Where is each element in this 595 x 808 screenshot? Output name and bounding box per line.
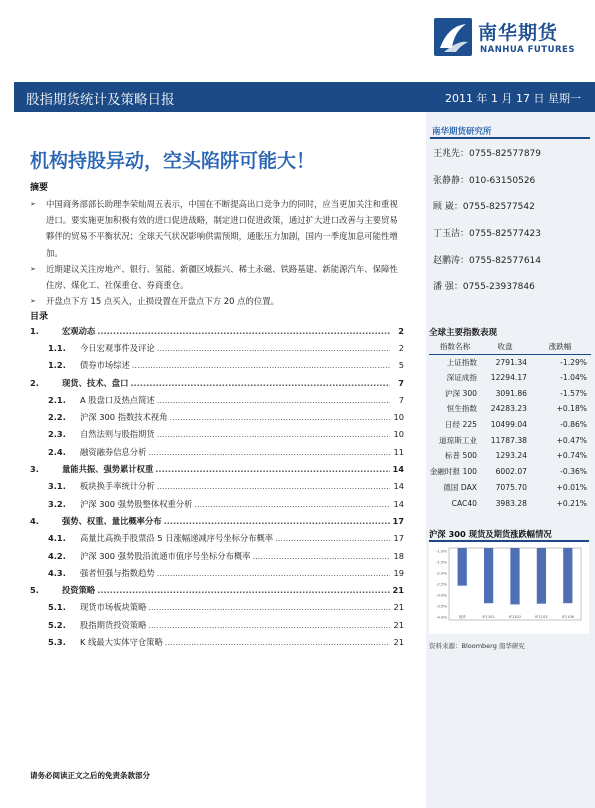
contact-phone: 0755-82577542 — [462, 202, 535, 213]
contact-name: 张静静 — [433, 175, 461, 186]
toc-label: 现货、技术、盘口 — [62, 377, 129, 388]
toc-leader — [148, 602, 390, 612]
toc-number: 5.3. — [48, 636, 66, 647]
toc-item[interactable] — [30, 426, 404, 443]
toc-leader — [157, 343, 390, 353]
toc-page: 21 — [393, 602, 404, 613]
table-row — [429, 370, 591, 386]
x-tick-label: IF1102 — [508, 615, 522, 619]
toc-page: 11 — [393, 446, 404, 457]
index-name: 沪深 300 — [444, 388, 477, 398]
toc-page: 7 — [398, 394, 404, 405]
index-change: +0.18% — [556, 404, 587, 414]
index-close: 12294.17 — [490, 373, 527, 383]
toc-number: 4.3. — [48, 567, 66, 578]
table-row — [429, 401, 591, 417]
table-row — [429, 480, 591, 496]
toc-leader — [97, 585, 390, 595]
index-change: -1.29% — [560, 357, 587, 367]
toc-item[interactable] — [30, 530, 404, 547]
toc-page: 2 — [398, 325, 404, 336]
index-change: -1.57% — [560, 388, 587, 398]
contact-phone: 010-63150526 — [469, 175, 536, 186]
toc-item[interactable] — [30, 374, 404, 391]
contact-item: 赵鹏涛：0755-82577614 — [433, 255, 541, 266]
y-tick-label: -1.5% — [435, 559, 447, 565]
x-tick-label: IF1103 — [535, 615, 548, 619]
y-tick-label: -2.0% — [435, 570, 447, 576]
toc-label: K 线最大实体守仓策略 — [80, 636, 163, 647]
contact-phone: 0755-23937846 — [462, 282, 535, 293]
toc-number: 5.1. — [48, 602, 66, 613]
report-date: 2011 年 1 月 17 日 星期一 — [445, 92, 581, 105]
toc-page: 19 — [393, 567, 404, 578]
chart-title: 沪深 300 现货及期货涨跌幅情况 — [429, 529, 552, 539]
toc-leader — [157, 568, 390, 578]
disclaimer-note: 请务必阅读正文之后的免责条款部分 — [30, 771, 150, 780]
chart-bar — [458, 548, 467, 586]
toc-label: 宏观动态 — [62, 325, 96, 336]
index-close: 1293.24 — [495, 451, 527, 461]
table-row — [429, 495, 591, 511]
toc-page: 5 — [398, 360, 404, 371]
y-tick-label: -2.5% — [435, 581, 447, 587]
index-change: +0.01% — [556, 482, 587, 492]
index-table-title: 全球主要指数表现 — [429, 328, 498, 338]
toc-page: 21 — [393, 636, 404, 647]
toc-number: 3.1. — [48, 481, 66, 492]
table-row — [429, 464, 591, 480]
toc-leader — [194, 499, 390, 509]
toc-number: 3.2. — [48, 498, 66, 509]
toc-label: 强者恒强与指数趋势 — [80, 567, 155, 578]
index-change: -0.86% — [560, 420, 587, 430]
index-name: 标普 500 — [444, 451, 477, 461]
toc-leader — [164, 516, 390, 526]
contact-phone: 0755-82577614 — [469, 255, 541, 266]
contact-phone: 0755-82577879 — [469, 149, 541, 159]
report-title: 股指期货统计及策略日报 — [26, 92, 175, 108]
logo-cn-text: 南华期货 — [478, 22, 559, 44]
toc-leader — [165, 637, 390, 647]
toc-number: 1.2. — [48, 360, 66, 371]
toc-number: 4. — [30, 515, 39, 526]
toc-page: 21 — [392, 585, 404, 596]
toc-leader — [252, 551, 390, 561]
x-tick-label: 现货 — [458, 615, 466, 619]
arrow-bullet-icon: ➢ — [30, 200, 36, 208]
toc-leader — [157, 429, 390, 439]
toc-page: 10 — [393, 429, 404, 440]
index-name: CAC40 — [451, 498, 477, 508]
toc-number: 1. — [30, 325, 39, 336]
toc-label: 融资融券信息分析 — [80, 446, 147, 457]
toc-number: 5.2. — [48, 619, 66, 630]
toc-item[interactable] — [30, 443, 404, 460]
index-close: 2791.34 — [495, 357, 527, 367]
toc-number: 5. — [30, 585, 39, 596]
index-name: 德国 DAX — [443, 482, 477, 492]
toc-label: 投资策略 — [62, 585, 96, 596]
toc-label: 今日宏观事件及评论 — [80, 342, 155, 353]
contact-name: 潘 强 — [433, 282, 454, 293]
table-of-contents — [30, 322, 404, 651]
toc-leader — [275, 533, 390, 543]
index-change: +0.74% — [556, 451, 587, 461]
logo-mark-icon — [434, 18, 472, 56]
index-change: -0.36% — [560, 467, 587, 477]
index-change: -1.04% — [560, 373, 587, 383]
toc-leader — [148, 620, 390, 630]
chart-bar — [484, 548, 493, 603]
toc-leader — [170, 412, 391, 422]
toc-item[interactable] — [30, 391, 404, 408]
index-name: 恒生指数 — [446, 404, 477, 414]
y-tick-label: -4.0% — [435, 614, 447, 620]
contact-item: 顾 崴：0755-82577542 — [433, 202, 535, 213]
toc-number: 3. — [30, 464, 39, 475]
toc-label: 高量比高换手股票沿 5 日涨幅递减序号坐标分布概率 — [80, 533, 274, 544]
toc-item[interactable] — [30, 495, 404, 512]
summary-heading: 摘要 — [30, 183, 49, 193]
toc-page: 17 — [393, 533, 404, 544]
toc-item[interactable] — [30, 547, 404, 564]
toc-number: 2.4. — [48, 446, 66, 457]
index-name: 上证指数 — [446, 357, 477, 367]
toc-label: 沪深 300 强势股整体权重分析 — [80, 498, 193, 509]
table-row — [429, 385, 591, 401]
institute-name: 南华期货研究所 — [432, 127, 492, 137]
index-name: 金融时报 100 — [429, 467, 477, 477]
toc-item[interactable] — [30, 460, 404, 477]
summary-bullet: ➢ 近期建议关注房地产、银行、氢能、新疆区域振兴、稀土永磁、铁路基建、新能源汽车、保障性住房、煤化工、社保重仓、券商重仓。 — [30, 261, 402, 293]
table-row — [429, 354, 591, 370]
toc-page: 14 — [392, 464, 404, 475]
toc-item[interactable] — [30, 357, 404, 374]
toc-page: 18 — [393, 550, 404, 561]
toc-item[interactable] — [30, 599, 404, 616]
header-banner — [14, 82, 595, 112]
toc-label: 现货市场板块策略 — [80, 602, 147, 613]
logo-en-text: NANHUA FUTURES — [480, 45, 575, 55]
index-close: 3091.86 — [495, 388, 527, 398]
index-close: 10499.04 — [490, 420, 527, 430]
futures-change-chart — [429, 542, 589, 634]
y-tick-label: -3.5% — [435, 603, 447, 609]
index-change: +0.21% — [556, 498, 587, 508]
contact-name: 丁玉洁 — [433, 229, 461, 240]
toc-page: 14 — [393, 481, 404, 492]
toc-number: 1.1. — [48, 342, 66, 353]
toc-label: A 股盘口及热点简述 — [80, 394, 155, 405]
toc-item[interactable] — [30, 616, 404, 633]
toc-label: 股指期货投资策略 — [80, 619, 147, 630]
index-close: 7075.70 — [495, 482, 527, 492]
toc-page: 21 — [393, 619, 404, 630]
chart-svg — [429, 542, 589, 634]
toc-item[interactable] — [30, 581, 404, 598]
toc-item[interactable] — [30, 322, 404, 339]
toc-item[interactable] — [30, 633, 404, 650]
toc-item[interactable] — [30, 478, 404, 495]
index-name: 深证成指 — [446, 373, 477, 383]
contact-phone: 0755-82577423 — [469, 229, 541, 240]
chart-bar — [563, 548, 572, 603]
toc-item[interactable] — [30, 408, 404, 425]
divider — [430, 137, 590, 139]
chart-bar — [510, 548, 519, 604]
index-close: 6002.07 — [495, 467, 527, 477]
toc-number: 4.2. — [48, 550, 66, 561]
summary — [30, 196, 402, 309]
y-tick-label: -1.0% — [435, 548, 447, 554]
toc-label: 强势、权重、量比概率分布 — [62, 515, 162, 526]
toc-item[interactable] — [30, 564, 404, 581]
index-close: 24283.23 — [490, 404, 527, 414]
contact-name: 王兆先 — [433, 149, 461, 159]
contact-name: 顾 崴 — [433, 202, 454, 213]
toc-leader — [155, 464, 390, 474]
x-tick-label: IF1106 — [561, 615, 574, 619]
index-close: 11787.38 — [490, 435, 527, 445]
toc-leader — [130, 378, 390, 388]
toc-label: 债券市场综述 — [80, 360, 130, 371]
toc-heading: 目录 — [30, 312, 49, 322]
brand-logo — [428, 14, 588, 64]
table-row — [429, 432, 591, 448]
toc-label: 沪深 300 强势股沿流通市值序号坐标分布概率 — [80, 550, 251, 561]
toc-page: 17 — [392, 515, 404, 526]
index-close: 3983.28 — [495, 498, 527, 508]
toc-page: 7 — [398, 377, 404, 388]
x-tick-label: IF1101 — [482, 615, 495, 619]
toc-leader — [97, 326, 390, 336]
contact-item: 王兆先：0755-82577879 — [433, 149, 541, 159]
toc-number: 4.1. — [48, 533, 66, 544]
toc-number: 2. — [30, 377, 39, 388]
toc-label: 板块换手率统计分析 — [80, 481, 155, 492]
col-header: 收盘 — [481, 340, 529, 354]
arrow-bullet-icon: ➢ — [30, 264, 36, 273]
table-row — [429, 448, 591, 464]
toc-number: 2.2. — [48, 412, 66, 423]
source-note: 资料来源：Bloomberg 南华研究 — [429, 642, 525, 650]
contact-item: 潘 强：0755-23937846 — [433, 282, 535, 293]
toc-item[interactable] — [30, 339, 404, 356]
chart-bar — [537, 548, 546, 604]
index-table — [429, 340, 591, 511]
contact-item: 丁玉洁：0755-82577423 — [433, 229, 541, 240]
toc-page: 10 — [393, 412, 404, 423]
toc-page: 2 — [398, 342, 404, 353]
toc-label: 量能共振、强势累计权重 — [62, 464, 154, 475]
toc-page: 14 — [393, 498, 404, 509]
headline: 机构持股异动，空头陷阱可能大！ — [30, 150, 316, 172]
contact-name: 赵鹏涛 — [433, 255, 461, 266]
col-header: 涨跌幅 — [529, 340, 591, 354]
index-change: +0.47% — [556, 435, 587, 445]
toc-item[interactable] — [30, 512, 404, 529]
summary-bullet: ➢ 开盘点下方 15 点买入，止损设置在开盘点下方 20 点的位置。 — [30, 293, 402, 309]
toc-leader — [157, 481, 390, 491]
y-tick-label: -3.0% — [435, 592, 447, 598]
toc-number: 2.3. — [48, 429, 66, 440]
summary-bullet: ➢ 中国商务部部长助理李荣灿周五表示，中国在不断提高出口竞争力的同时，应当更加关注和重视进口。要实施更加积极有效的进口促进战略，制定进口促进政策，通过扩大进口改善与主要贸易夥伴的贸易不平衡状况；全球天气状况影响供需预期，通胀压力加剧，国内一季度加息可能性增加。 — [30, 196, 402, 261]
contact-item: 张静静：010-63150526 — [433, 175, 536, 186]
contact-list — [433, 146, 593, 306]
toc-number: 2.1. — [48, 394, 66, 405]
arrow-bullet-icon: ➢ — [30, 297, 36, 306]
col-header: 指数名称 — [429, 340, 481, 354]
toc-leader — [148, 447, 390, 457]
toc-leader — [157, 395, 390, 405]
toc-leader — [132, 360, 390, 370]
index-name: 日经 225 — [444, 420, 477, 430]
table-row — [429, 417, 591, 433]
toc-label: 自然法则与股指期货 — [80, 429, 155, 440]
index-name: 道琼斯工业 — [439, 435, 477, 445]
toc-label: 沪深 300 指数技术视角 — [80, 412, 168, 423]
